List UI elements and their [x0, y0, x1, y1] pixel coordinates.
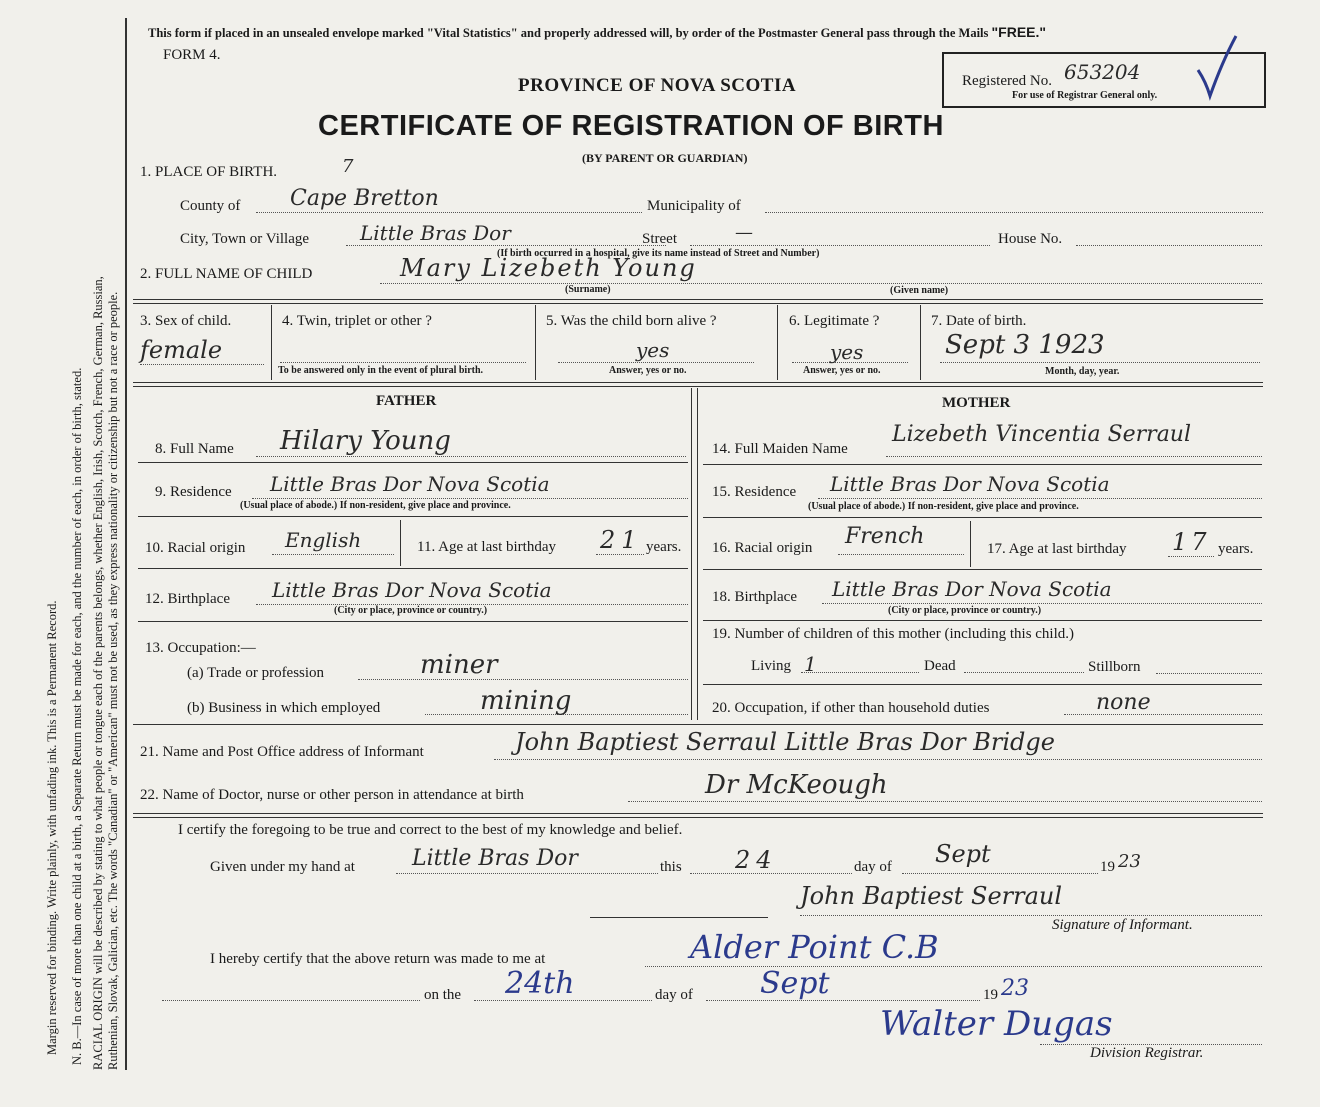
living-line [801, 672, 919, 673]
sex-label: 3. Sex of child. [140, 313, 232, 329]
mother-rule-5 [703, 684, 1262, 685]
row3-div-4 [920, 305, 921, 380]
row3-div-2 [535, 305, 536, 380]
living-value: 1 [804, 652, 817, 676]
rule-after-doctor [133, 813, 1263, 818]
child-name-value: Mary Lizebeth Young [400, 254, 697, 282]
doctor-line [628, 801, 1262, 802]
registrar-month-line [706, 1000, 980, 1001]
row3-div-1 [271, 305, 272, 380]
mother-residence-line [818, 498, 1262, 499]
father-race-line [272, 554, 394, 555]
father-age-line [596, 554, 644, 555]
father-residence-value: Little Bras Dor Nova Scotia [270, 472, 550, 496]
doctor-value: Dr McKeough [705, 770, 888, 800]
house-label: House No. [998, 231, 1063, 247]
margin-note-3: RACIAL ORIGIN will be described by stating to what people or tongue each of the parents belongs, whether English, Irish, Scotch, French, German, Russian, [91, 276, 105, 1070]
mother-occupation-value: none [1096, 690, 1151, 715]
mother-name-label: 14. Full Maiden Name [712, 441, 848, 457]
father-name-line [256, 456, 686, 457]
child-name-label: 2. FULL NAME OF CHILD [140, 266, 313, 282]
father-residence-label: 9. Residence [155, 484, 232, 500]
dead-label: Dead [924, 658, 956, 674]
mother-birthplace-note: (City or place, province or country.) [888, 605, 1042, 616]
alive-label: 5. Was the child born alive ? [546, 313, 717, 329]
registrar-year-prefix: 19 [983, 987, 998, 1003]
alive-note: Answer, yes or no. [609, 365, 687, 376]
mother-heading: MOTHER [942, 395, 1011, 411]
sex-line [140, 364, 264, 365]
centre-divider-a [691, 388, 692, 720]
twin-label: 4. Twin, triplet or other ? [282, 313, 432, 329]
centre-divider-b [697, 388, 698, 720]
legitimate-value: yes [830, 340, 864, 364]
father-rule-1 [138, 462, 688, 463]
given-place-value: Little Bras Dor [412, 846, 578, 871]
day-value: 24 [735, 846, 778, 874]
city-label: City, Town or Village [180, 231, 310, 247]
margin-note-2: N. B.—In case of more than one child at a birth, a Separate Return must be made for each, and the number of each, in order of birth, stated. [70, 367, 84, 1065]
informant-label: 21. Name and Post Office address of Informant [140, 744, 424, 760]
dayof-label: day of [854, 859, 892, 875]
sex-value: female [140, 336, 223, 364]
alive-value: yes [636, 338, 670, 362]
this-label: this [660, 859, 682, 875]
street-value: — [735, 222, 753, 243]
father-rule-4 [138, 621, 688, 622]
mother-race-label: 16. Racial origin [712, 540, 813, 556]
mother-race-value: French [845, 524, 925, 549]
mother-children-label: 19. Number of children of this mother (including this child.) [712, 626, 1075, 642]
alive-line [558, 362, 754, 363]
registered-number: 653204 [1064, 60, 1141, 84]
hospital-note: (If birth occurred in a hospital, give its name instead of Street and Number) [497, 248, 820, 259]
father-birthplace-value: Little Bras Dor Nova Scotia [272, 578, 552, 602]
registrar-signature: Walter Dugas [880, 1004, 1113, 1044]
mother-birthplace-value: Little Bras Dor Nova Scotia [832, 577, 1112, 601]
legitimate-label: 6. Legitimate ? [789, 313, 880, 329]
registrar-dayof-label: day of [655, 987, 693, 1003]
given-label: Given under my hand at [210, 859, 355, 875]
father-residence-line [252, 498, 688, 499]
dob-note: Month, day, year. [1045, 366, 1120, 377]
registrar-lead-line [162, 1000, 420, 1001]
county-line [256, 212, 642, 213]
given-place-line [396, 873, 658, 874]
father-occupation-label: 13. Occupation:— [145, 640, 256, 656]
place-mark: 7 [342, 156, 354, 177]
year-value: 23 [1118, 851, 1141, 872]
margin-border [125, 18, 127, 1070]
mother-age-value: 17 [1172, 528, 1211, 556]
municipality-line [765, 212, 1263, 213]
father-rule-3 [138, 568, 688, 569]
rule-after-parents [133, 724, 1263, 725]
stillborn-line [1156, 673, 1262, 674]
month-value: Sept [935, 840, 991, 868]
mother-occupation-label: 20. Occupation, if other than household duties [712, 700, 990, 716]
given-name-note: (Given name) [890, 285, 949, 296]
father-name-label: 8. Full Name [155, 441, 234, 457]
row3-div-3 [777, 305, 778, 380]
province-title: PROVINCE OF NOVA SCOTIA [518, 75, 797, 96]
doctor-label: 22. Name of Doctor, nurse or other person in attendance at birth [140, 787, 524, 803]
father-name-value: Hilary Young [280, 426, 451, 456]
year-prefix: 19 [1100, 859, 1115, 875]
mother-birthplace-line [822, 603, 1262, 604]
twin-line [280, 362, 526, 363]
father-age-unit: years. [646, 539, 682, 555]
father-rule-2 [138, 516, 688, 517]
mother-age-label: 17. Age at last birthday [987, 541, 1127, 557]
stillborn-label: Stillborn [1088, 659, 1141, 675]
mother-rule-3 [703, 569, 1262, 570]
street-line [690, 245, 990, 246]
registrar-year-value: 23 [1001, 976, 1029, 1001]
informant-signature: John Baptiest Serraul [800, 882, 1063, 910]
mother-rule-1 [703, 464, 1262, 465]
mother-age-line [1168, 556, 1214, 557]
mother-residence-label: 15. Residence [712, 484, 797, 500]
father-birthplace-note: (City or place, province or country.) [334, 605, 488, 616]
municipality-label: Municipality of [647, 198, 741, 214]
mother-race-div [970, 521, 971, 567]
margin-note-1: Margin reserved for binding. Write plainly, with unfading ink. This is a Permanent Record. [45, 600, 59, 1055]
dob-value: Sept 3 1923 [945, 330, 1105, 360]
mother-residence-value: Little Bras Dor Nova Scotia [830, 472, 1110, 496]
dob-label: 7. Date of birth. [931, 313, 1027, 329]
dead-line [964, 672, 1084, 673]
twin-note: To be answered only in the event of plural birth. [278, 365, 484, 376]
certify-statement: I certify the foregoing to be true and correct to the best of my knowledge and belief. [178, 822, 683, 838]
registrar-note: For use of Registrar General only. [1012, 90, 1158, 101]
father-race-label: 10. Racial origin [145, 540, 246, 556]
city-value: Little Bras Dor [360, 221, 511, 245]
registrar-place-value: Alder Point C.B [690, 928, 939, 966]
street-label: Street [642, 231, 677, 247]
registered-label: Registered No. [962, 73, 1052, 89]
father-trade-label: (a) Trade or profession [187, 665, 325, 681]
child-name-line [380, 283, 1262, 284]
registrar-month-value: Sept [760, 966, 830, 1001]
father-business-value: mining [480, 686, 572, 716]
living-label: Living [751, 658, 791, 674]
mother-race-line [838, 554, 964, 555]
informant-line [494, 759, 1262, 760]
registered-box [942, 52, 1266, 108]
margin-note-4: Ruthenian, Slovak, Galician, etc. The words "Canadian" or "American" must not be used, as they express nationality or citizenship but not a race or people. [106, 291, 120, 1070]
mother-name-line [886, 456, 1262, 457]
check-mark-icon [1192, 32, 1242, 102]
informant-value: John Baptiest Serraul Little Bras Dor Bridge [515, 728, 1055, 756]
mother-rule-2 [703, 517, 1262, 518]
registrar-statement: I hereby certify that the above return was made to me at [210, 951, 546, 967]
postal-notice: This form if placed in an unsealed envelope marked "Vital Statistics" and properly addressed will, by order of the Postmaster General pass through the Mails "FREE." [148, 24, 1047, 40]
informant-signature-line [800, 915, 1262, 916]
registrar-day-value: 24th [505, 966, 575, 1001]
mother-name-value: Lizebeth Vincentia Serraul [892, 422, 1192, 447]
city-line [346, 245, 666, 246]
father-trade-line [358, 679, 688, 680]
county-value: Cape Bretton [290, 186, 439, 211]
binding-margin [0, 0, 130, 1107]
document-subtitle: (BY PARENT OR GUARDIAN) [582, 151, 748, 165]
registrar-signature-label: Division Registrar. [1090, 1045, 1204, 1061]
father-race-value: English [285, 528, 362, 552]
mother-rule-4 [703, 620, 1262, 621]
father-birthplace-label: 12. Birthplace [145, 591, 230, 607]
mother-residence-note: (Usual place of abode.) If non-resident, give place and province. [808, 501, 1079, 512]
form-number: FORM 4. [163, 47, 221, 63]
father-age-value: 21 [600, 526, 643, 554]
surname-note: (Surname) [565, 284, 611, 295]
father-heading: FATHER [376, 393, 437, 409]
mother-age-unit: years. [1218, 541, 1254, 557]
county-label: County of [180, 198, 241, 214]
house-line [1076, 245, 1262, 246]
legitimate-note: Answer, yes or no. [803, 365, 881, 376]
rule-after-row3 [133, 382, 1263, 387]
place-of-birth-label: 1. PLACE OF BIRTH. [140, 164, 278, 180]
informant-signature-label: Signature of Informant. [1052, 917, 1193, 933]
rule-after-child [133, 299, 1263, 304]
on-the-label: on the [424, 987, 462, 1003]
father-age-label: 11. Age at last birthday [417, 539, 556, 555]
month-line [902, 873, 1098, 874]
mother-birthplace-label: 18. Birthplace [712, 589, 797, 605]
mother-occupation-line [1064, 714, 1262, 715]
father-residence-note: (Usual place of abode.) If non-resident, give place and province. [240, 500, 511, 511]
father-race-div [400, 520, 401, 566]
father-business-label: (b) Business in which employed [187, 700, 381, 716]
father-trade-value: miner [420, 650, 498, 680]
document-title: CERTIFICATE OF REGISTRATION OF BIRTH [318, 110, 944, 142]
registrar-place-line [645, 966, 1262, 967]
signature-short-rule [590, 917, 768, 918]
dob-line [940, 362, 1260, 363]
